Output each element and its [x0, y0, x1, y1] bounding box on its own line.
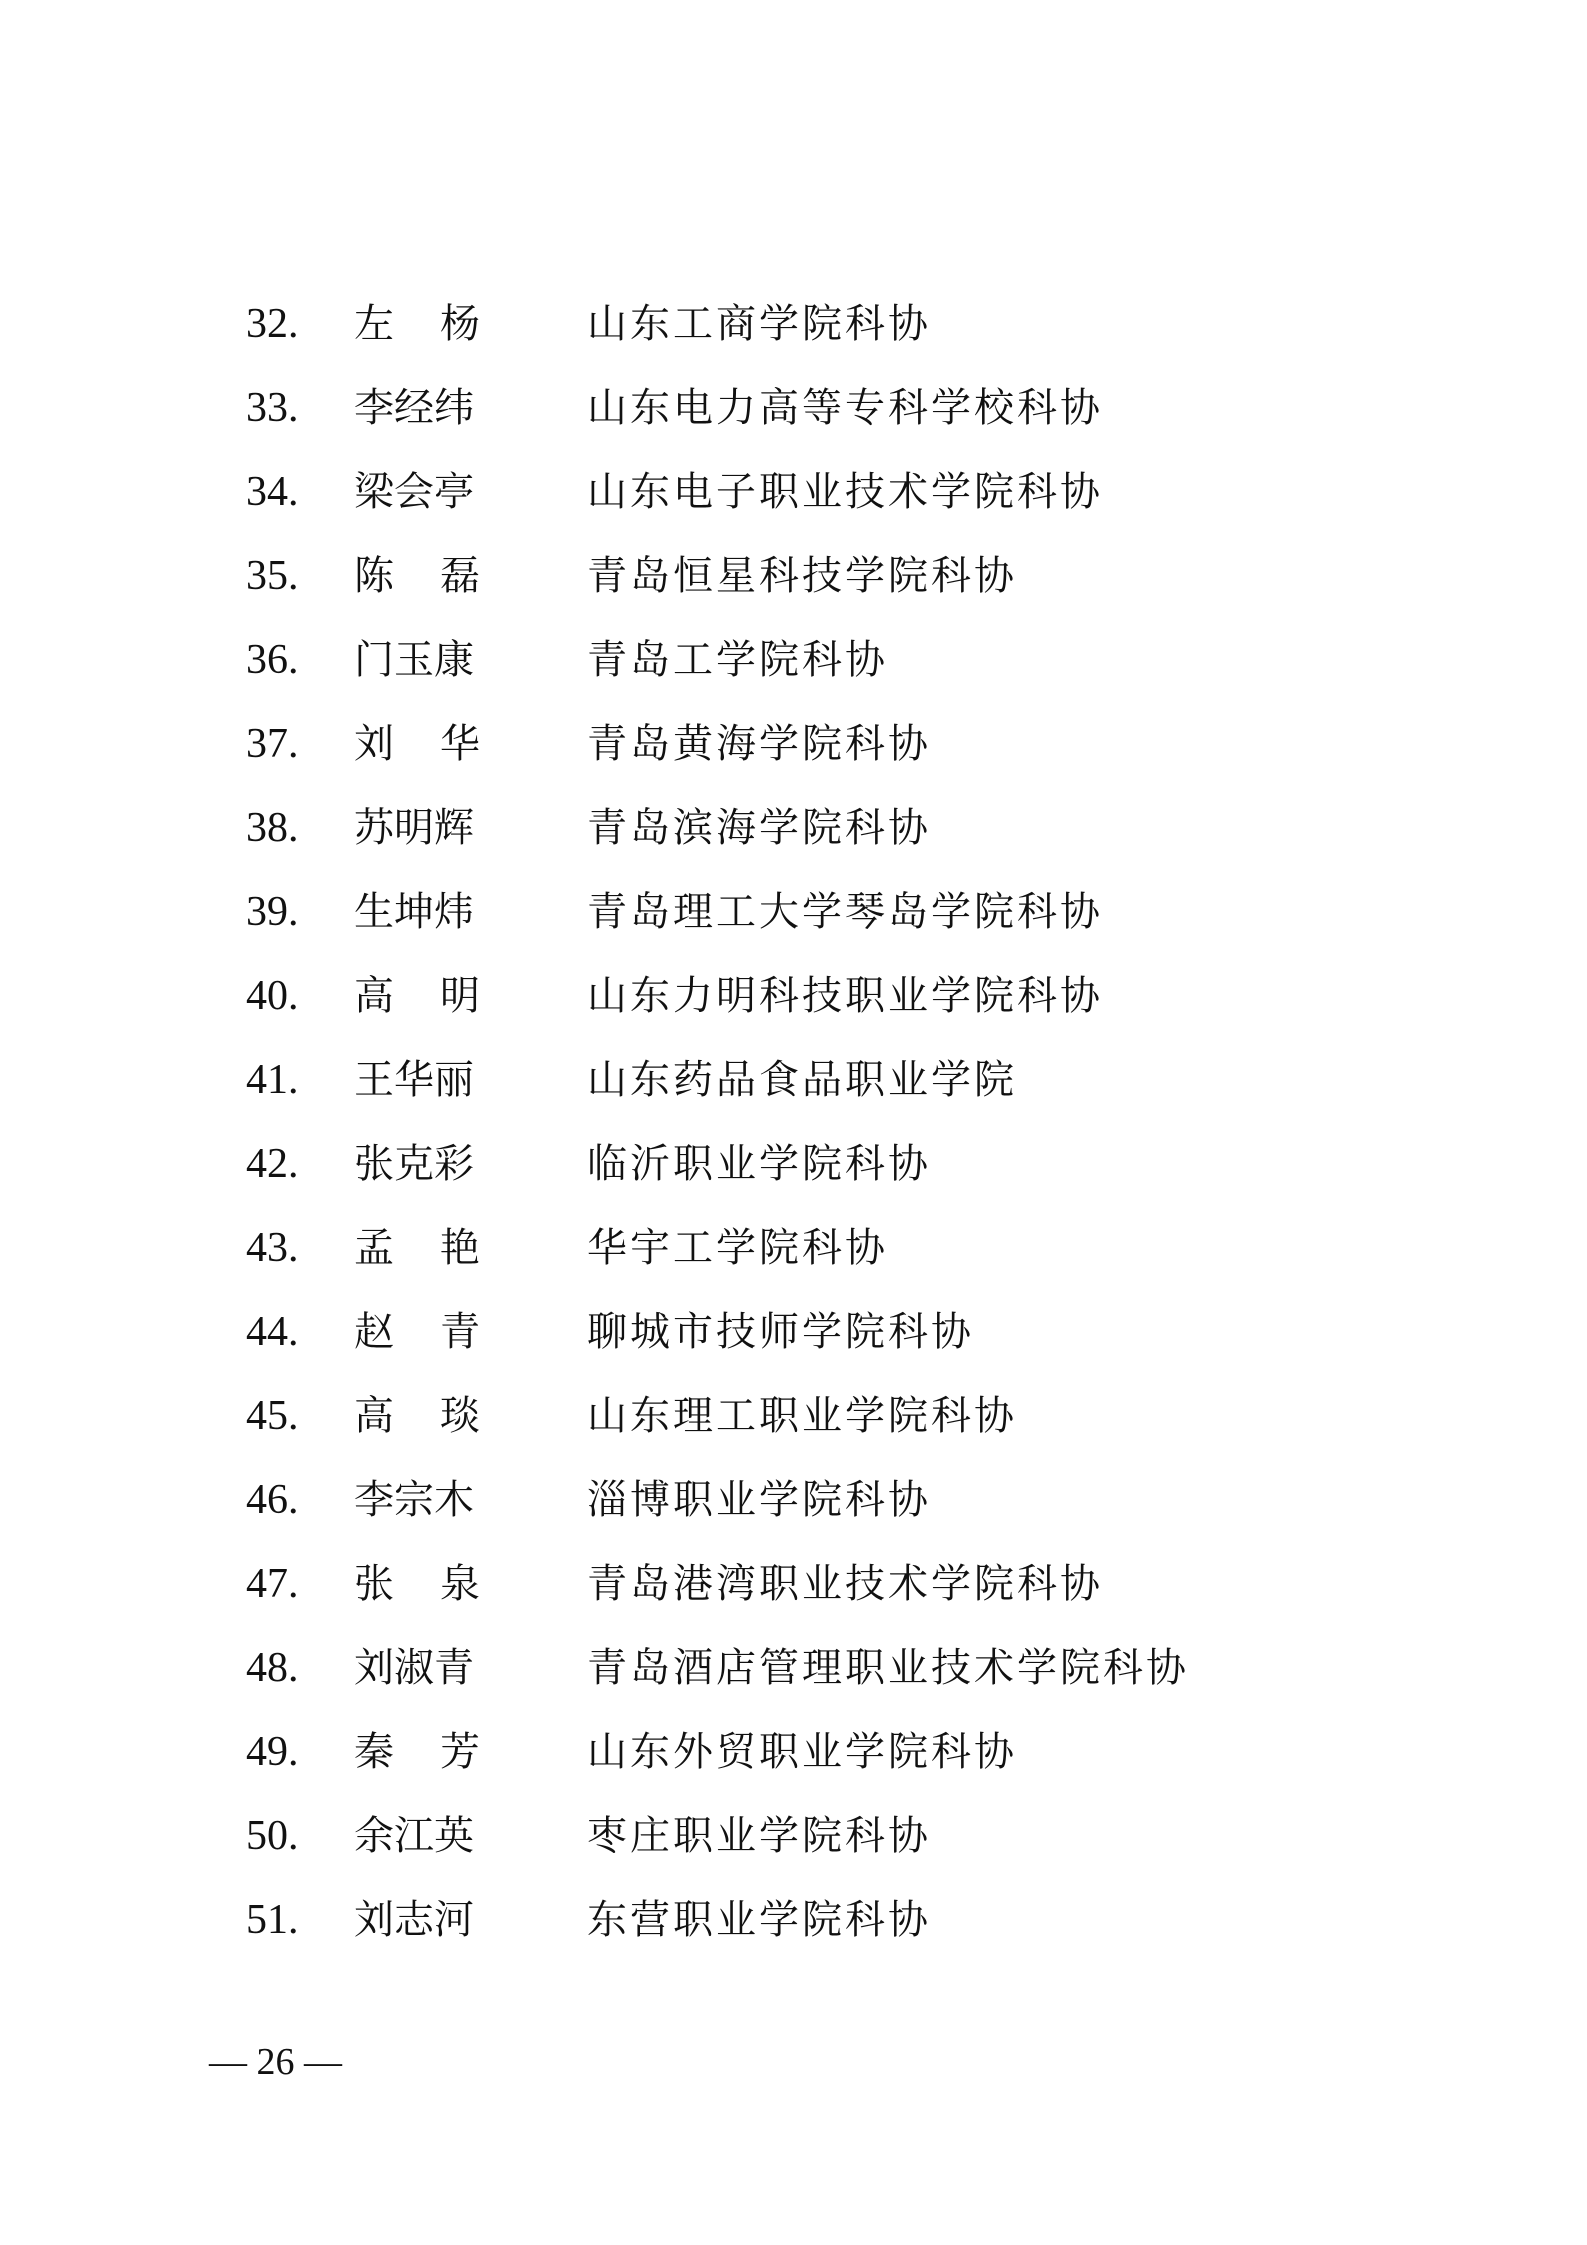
organization-name: 淄博职业学院科协 [587, 1477, 931, 1523]
item-number: 44. [246, 1309, 299, 1355]
list-item [0, 1374, 1587, 1458]
item-number: 35. [246, 553, 299, 599]
list-item [0, 1206, 1587, 1290]
organization-name: 山东力明科技职业学院科协 [587, 973, 1103, 1019]
person-name: 刘 华 [354, 721, 480, 767]
organization-name: 山东外贸职业学院科协 [587, 1729, 1017, 1775]
item-number: 42. [246, 1141, 299, 1187]
organization-name: 东营职业学院科协 [587, 1897, 931, 1943]
item-number: 41. [246, 1057, 299, 1103]
person-name: 门玉康 [354, 637, 474, 683]
list-item [0, 786, 1587, 870]
organization-name: 青岛滨海学院科协 [587, 805, 931, 851]
organization-name: 山东工商学院科协 [587, 301, 931, 347]
list-item [0, 702, 1587, 786]
list-item [0, 954, 1587, 1038]
list-item [0, 1878, 1587, 1962]
organization-name: 山东电子职业技术学院科协 [587, 469, 1103, 515]
person-name: 张克彩 [354, 1141, 474, 1187]
list-item [0, 534, 1587, 618]
person-name: 陈 磊 [354, 553, 480, 599]
person-name: 秦 芳 [354, 1729, 480, 1775]
page-number: — 26 — [209, 2041, 342, 2083]
list-item [0, 870, 1587, 954]
item-number: 45. [246, 1393, 299, 1439]
organization-name: 青岛黄海学院科协 [587, 721, 931, 767]
person-name: 余江英 [354, 1813, 474, 1859]
person-name: 王华丽 [354, 1057, 474, 1103]
organization-name: 临沂职业学院科协 [587, 1141, 931, 1187]
person-name: 苏明辉 [354, 805, 474, 851]
person-name: 李经纬 [354, 385, 474, 431]
item-number: 50. [246, 1813, 299, 1859]
item-number: 40. [246, 973, 299, 1019]
list-item [0, 1542, 1587, 1626]
organization-name: 青岛恒星科技学院科协 [587, 553, 1017, 599]
organization-name: 青岛理工大学琴岛学院科协 [587, 889, 1103, 935]
person-name: 赵 青 [354, 1309, 480, 1355]
item-number: 39. [246, 889, 299, 935]
person-name: 刘淑青 [354, 1645, 474, 1691]
list-item [0, 1122, 1587, 1206]
list-item [0, 1458, 1587, 1542]
item-number: 33. [246, 385, 299, 431]
person-name: 生坤炜 [354, 889, 474, 935]
item-number: 38. [246, 805, 299, 851]
list-item [0, 282, 1587, 366]
person-name: 孟 艳 [354, 1225, 480, 1271]
organization-name: 青岛酒店管理职业技术学院科协 [587, 1645, 1189, 1691]
item-number: 49. [246, 1729, 299, 1775]
list-item [0, 1290, 1587, 1374]
person-name: 高 明 [354, 973, 480, 1019]
list-item [0, 1626, 1587, 1710]
organization-name: 枣庄职业学院科协 [587, 1813, 931, 1859]
person-name: 李宗木 [354, 1477, 474, 1523]
list-item [0, 366, 1587, 450]
item-number: 36. [246, 637, 299, 683]
person-name: 张 泉 [354, 1561, 480, 1607]
list-item [0, 1794, 1587, 1878]
list-item [0, 618, 1587, 702]
item-number: 32. [246, 301, 299, 347]
person-name: 刘志河 [354, 1897, 474, 1943]
list-item [0, 450, 1587, 534]
organization-name: 山东药品食品职业学院 [587, 1057, 1017, 1103]
item-number: 47. [246, 1561, 299, 1607]
organization-name: 山东电力高等专科学校科协 [587, 385, 1103, 431]
list-item [0, 1710, 1587, 1794]
item-number: 43. [246, 1225, 299, 1271]
item-number: 46. [246, 1477, 299, 1523]
item-number: 37. [246, 721, 299, 767]
organization-name: 山东理工职业学院科协 [587, 1393, 1017, 1439]
list-item [0, 1038, 1587, 1122]
person-name: 高 琰 [354, 1393, 480, 1439]
item-number: 34. [246, 469, 299, 515]
person-name: 梁会亭 [354, 469, 474, 515]
item-number: 48. [246, 1645, 299, 1691]
organization-name: 华宇工学院科协 [587, 1225, 888, 1271]
organization-name: 聊城市技师学院科协 [587, 1309, 974, 1355]
organization-name: 青岛港湾职业技术学院科协 [587, 1561, 1103, 1607]
item-number: 51. [246, 1897, 299, 1943]
person-name: 左 杨 [354, 301, 480, 347]
organization-name: 青岛工学院科协 [587, 637, 888, 683]
